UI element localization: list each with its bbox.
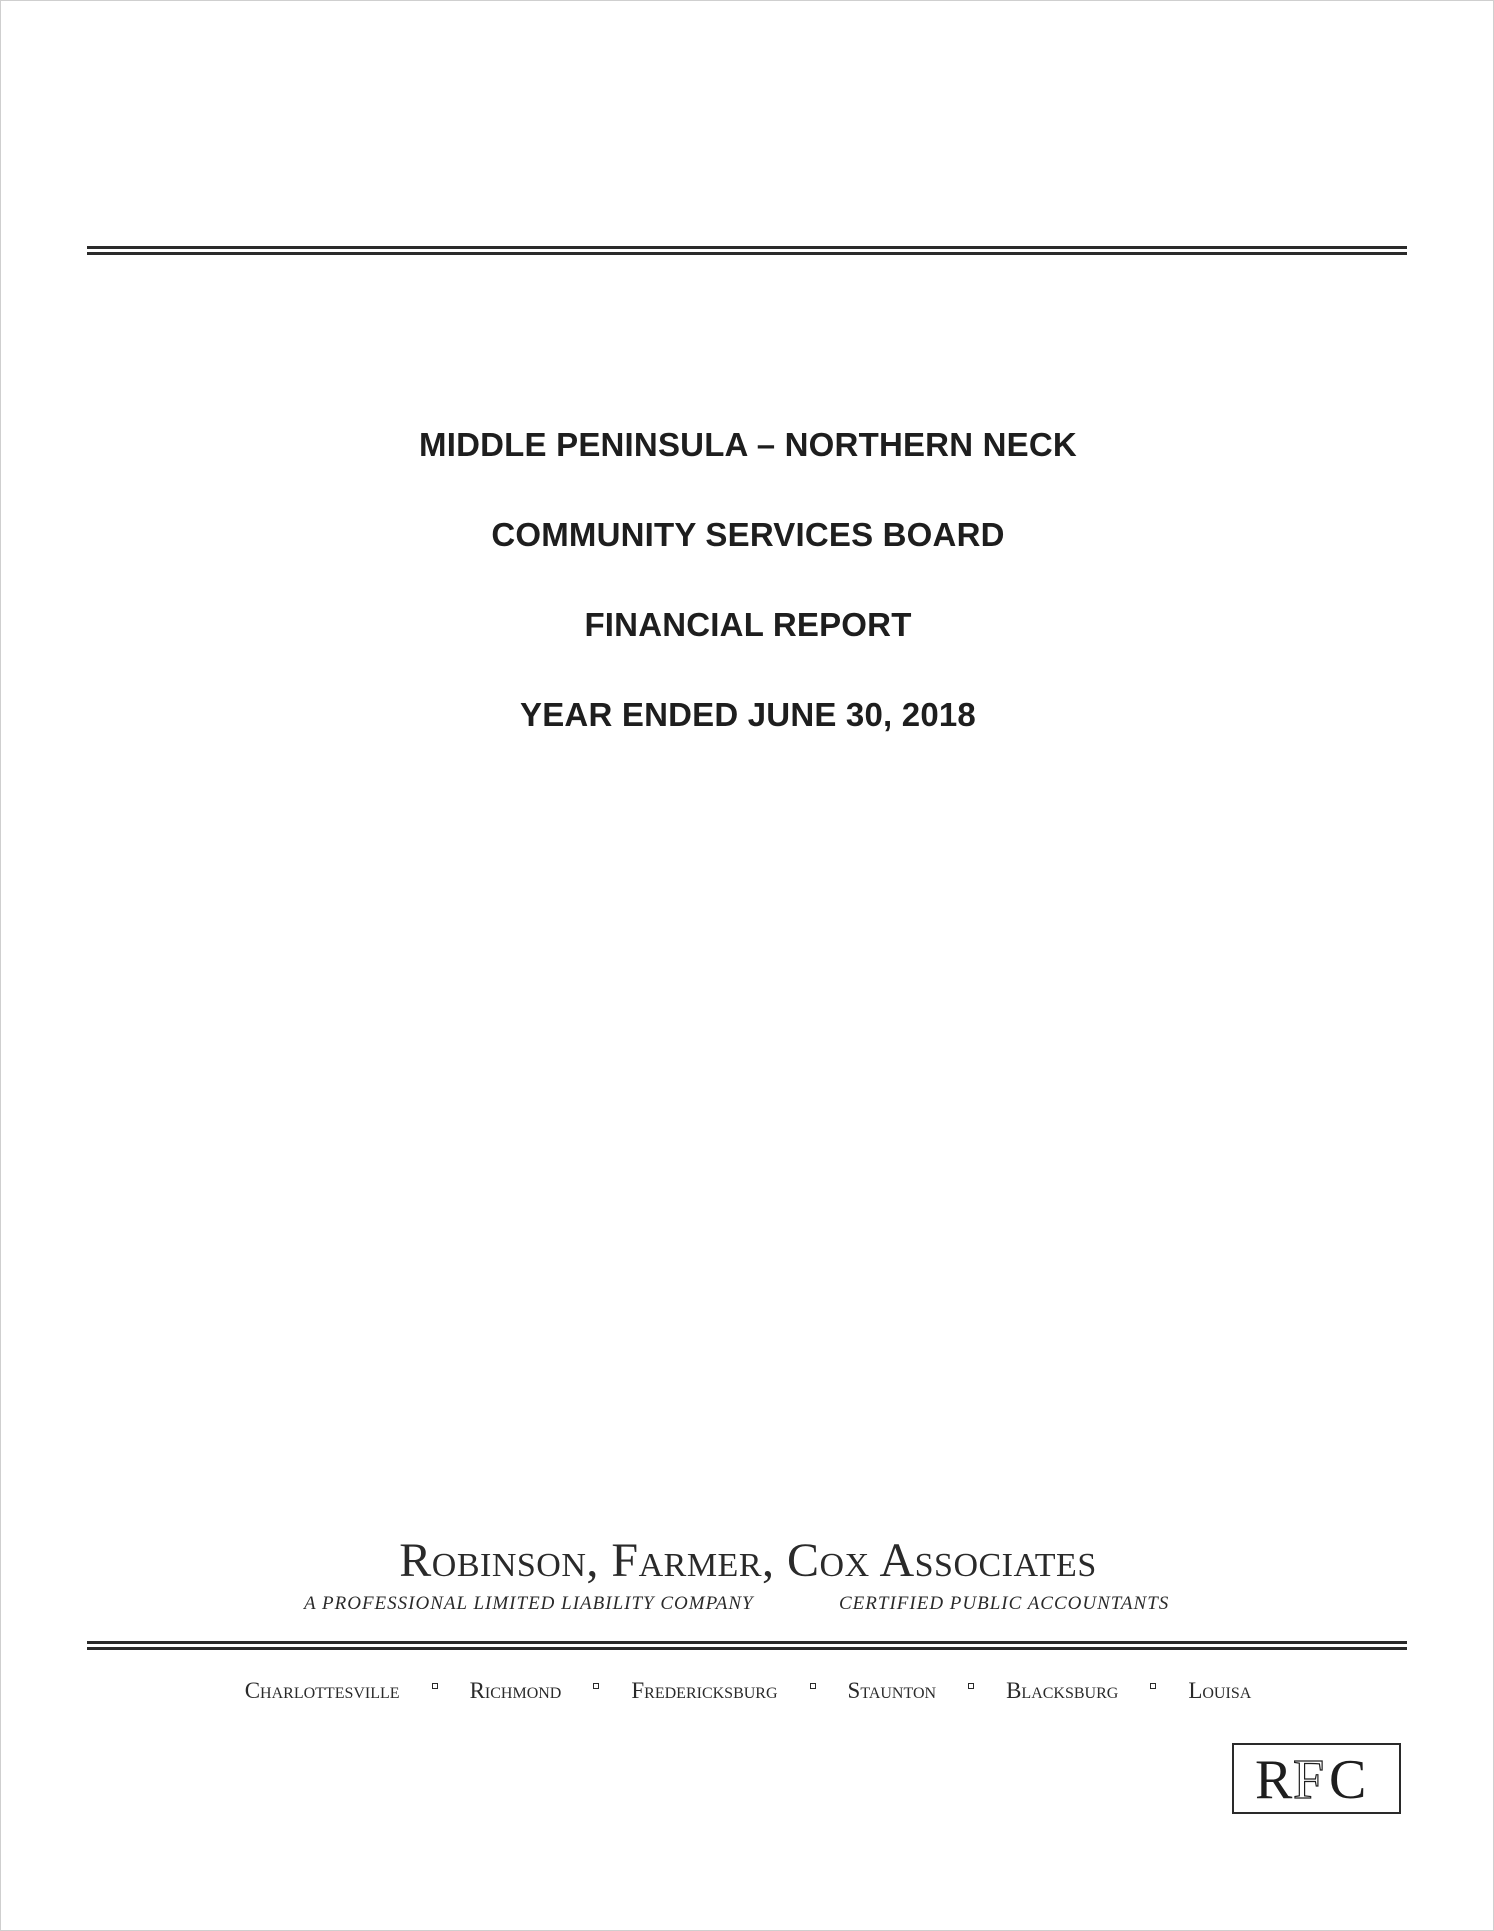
firm-subtitle-left: A PROFESSIONAL LIMITED LIABILITY COMPANY xyxy=(304,1593,754,1614)
city-item: Louisa xyxy=(1188,1678,1252,1703)
title-line-organization: MIDDLE PENINSULA – NORTHERN NECK xyxy=(419,426,1077,463)
rfc-logo xyxy=(1232,1743,1401,1814)
title-line-period: YEAR ENDED JUNE 30, 2018 xyxy=(520,696,976,733)
city-item: Richmond xyxy=(469,1678,562,1703)
title-line-report-type: FINANCIAL REPORT xyxy=(584,606,912,643)
rfc-logo-icon xyxy=(1237,1748,1397,1810)
svg-text:R: R xyxy=(1254,1748,1292,1810)
bottom-double-rule xyxy=(87,1641,1407,1650)
separator-square-icon xyxy=(593,1683,599,1689)
firm-subtitle-right: CERTIFIED PUBLIC ACCOUNTANTS xyxy=(839,1593,1170,1614)
title-line-board: COMMUNITY SERVICES BOARD xyxy=(491,516,1005,553)
separator-square-icon xyxy=(432,1683,438,1689)
firm-name: Robinson, Farmer, Cox Associates xyxy=(399,1534,1097,1587)
svg-text:F: F xyxy=(1292,1748,1324,1810)
city-item: Blacksburg xyxy=(1006,1678,1119,1703)
separator-square-icon xyxy=(968,1683,974,1689)
svg-text:C: C xyxy=(1328,1748,1366,1810)
city-item: Charlottesville xyxy=(244,1678,400,1703)
city-item: Staunton xyxy=(847,1678,937,1703)
top-double-rule xyxy=(87,246,1407,255)
separator-square-icon xyxy=(810,1683,816,1689)
office-cities xyxy=(1,1678,1494,1704)
city-item: Fredericksburg xyxy=(631,1678,778,1703)
separator-square-icon xyxy=(1150,1683,1156,1689)
